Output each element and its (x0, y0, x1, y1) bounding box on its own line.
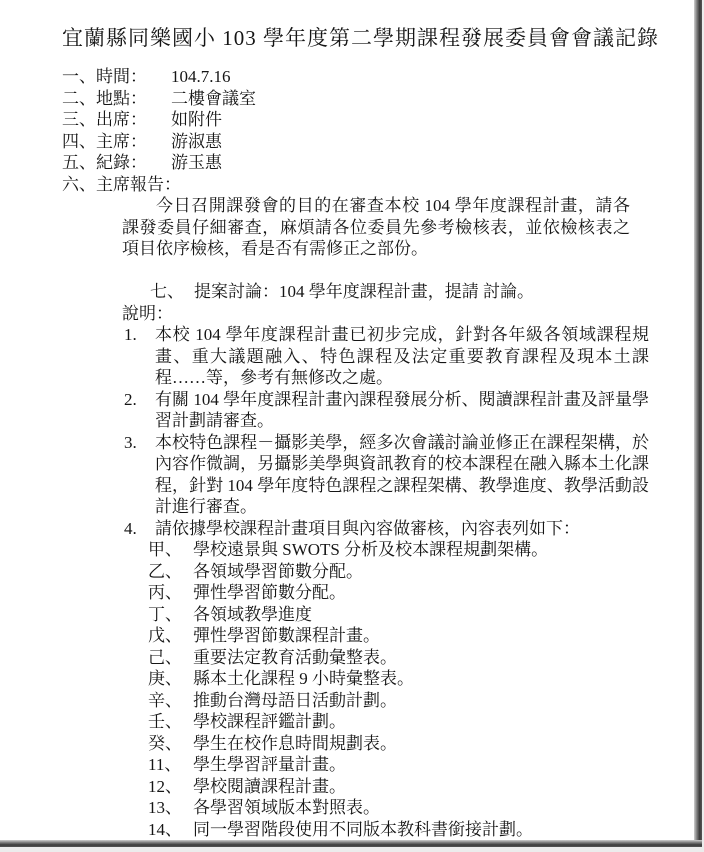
check-text: 各領域教學進度 (193, 604, 312, 624)
check-item (148, 668, 655, 690)
item-marker: 2. (124, 389, 137, 409)
check-marker: 癸、 (148, 733, 182, 753)
check-item (148, 754, 655, 776)
info-row-chair-report (62, 174, 655, 196)
check-item (148, 690, 655, 712)
check-marker: 乙、 (148, 561, 182, 581)
info-value: 游淑惠 (171, 131, 222, 151)
check-text: 彈性學習節數課程計畫。 (193, 626, 380, 645)
check-marker: 己、 (148, 647, 182, 667)
check-marker: 12、 (148, 776, 182, 796)
info-value: 二樓會議室 (171, 88, 256, 108)
check-item (148, 647, 655, 669)
proposal-marker: 七、 (150, 282, 184, 301)
check-item (148, 561, 655, 583)
check-text: 學生在校作息時間規劃表。 (193, 733, 397, 753)
check-marker: 丙、 (148, 583, 182, 602)
check-text: 彈性學習節數分配。 (193, 583, 346, 602)
check-marker: 11、 (148, 755, 182, 774)
info-label: 四、主席： (62, 131, 147, 151)
item-text: 本校特色課程－攝影美學，經多次會議討論並修正在課程架構，於內容作微調，另攝影美學與資訊教育的校本課程在融入縣本土化課程，針對 104 學年度特色課程之課程架構、教學進度、教學活動設計進行審查。 (155, 432, 649, 516)
item-text: 請依據學校課程計畫項目與內容做審核，內容表列如下： (155, 518, 580, 538)
info-value: 游玉惠 (171, 153, 222, 172)
numbered-item-2 (124, 389, 655, 432)
info-row-location (62, 88, 655, 110)
info-label: 六、主席報告： (62, 174, 181, 194)
check-marker: 壬、 (148, 712, 182, 731)
explanation-label: 說明： (122, 303, 173, 323)
item-text: 本校 104 學年度課程計畫已初步完成，針對各年級各領域課程規畫、重大議題融入、特色課程及法定重要教育課程及現本土課程……等，參考有無修改之處。 (155, 325, 649, 387)
item-text: 有關 104 學年度課程計畫內課程發展分析、閱讀課程計畫及評量學習計劃請審查。 (155, 389, 649, 430)
info-value: 104.7.16 (171, 67, 231, 86)
check-item (148, 582, 655, 604)
info-label: 二、地點： (62, 88, 147, 108)
check-text: 縣本土化課程 9 小時彙整表。 (193, 669, 414, 688)
item-marker: 1. (124, 325, 137, 344)
info-row-recorder (62, 152, 655, 174)
proposal-line (150, 281, 655, 303)
check-marker: 甲、 (148, 540, 182, 559)
check-marker: 14、 (148, 819, 182, 839)
check-text: 重要法定教育活動彙整表。 (193, 647, 397, 667)
check-text: 同一學習階段使用不同版本教科書銜接計劃。 (193, 819, 533, 839)
check-item (148, 819, 655, 841)
item-marker: 3. (124, 432, 137, 452)
check-marker: 丁、 (148, 604, 182, 624)
numbered-item-1 (124, 324, 655, 389)
proposal-text: 提案討論：104 學年度課程計畫，提請 討論。 (194, 282, 534, 301)
check-item (148, 625, 655, 647)
page-edge-shadow-right (694, 0, 702, 847)
check-item (148, 733, 655, 755)
check-item (148, 776, 655, 798)
numbered-item-4 (124, 518, 655, 540)
info-label: 一、時間： (62, 67, 147, 86)
info-row-chair (62, 131, 655, 153)
check-marker: 庚、 (148, 669, 182, 688)
info-value: 如附件 (171, 110, 222, 129)
document-title: 宜蘭縣同樂國小 103 學年度第二學期課程發展委員會會議記錄 (62, 26, 659, 50)
info-label: 三、出席： (62, 110, 147, 129)
info-row-time (62, 66, 655, 88)
check-text: 各領域學習節數分配。 (193, 561, 363, 581)
check-marker: 辛、 (148, 690, 182, 710)
check-marker: 戊、 (148, 626, 182, 645)
item-marker: 4. (124, 518, 137, 538)
chair-report-paragraph: 今日召開課發會的目的在審查本校 104 學年度課程計畫，請各課發委員仔細審查，麻煩請各位委員先參考檢核表，並依檢核表之項目依序檢核，看是否有需修正之部份。 (122, 196, 630, 258)
check-item (148, 604, 655, 626)
info-row-attendees (62, 109, 655, 131)
check-text: 推動台灣母語日活動計劃。 (193, 690, 397, 710)
page-edge-shadow-bottom (0, 840, 702, 847)
blank-line (62, 260, 655, 282)
check-text: 學生學習評量計畫。 (193, 755, 346, 774)
info-label: 五、紀錄： (62, 153, 147, 172)
check-text: 學校遠景與 SWOTS 分析及校本課程規劃架構。 (193, 540, 549, 559)
check-item (148, 711, 655, 733)
check-item (148, 539, 655, 561)
check-text: 各學習領域版本對照表。 (193, 798, 380, 817)
check-marker: 13、 (148, 798, 182, 817)
check-text: 學校閱讀課程計畫。 (193, 776, 346, 796)
numbered-item-3 (124, 432, 655, 518)
check-item (148, 797, 655, 819)
check-text: 學校課程評鑑計劃。 (193, 712, 346, 731)
